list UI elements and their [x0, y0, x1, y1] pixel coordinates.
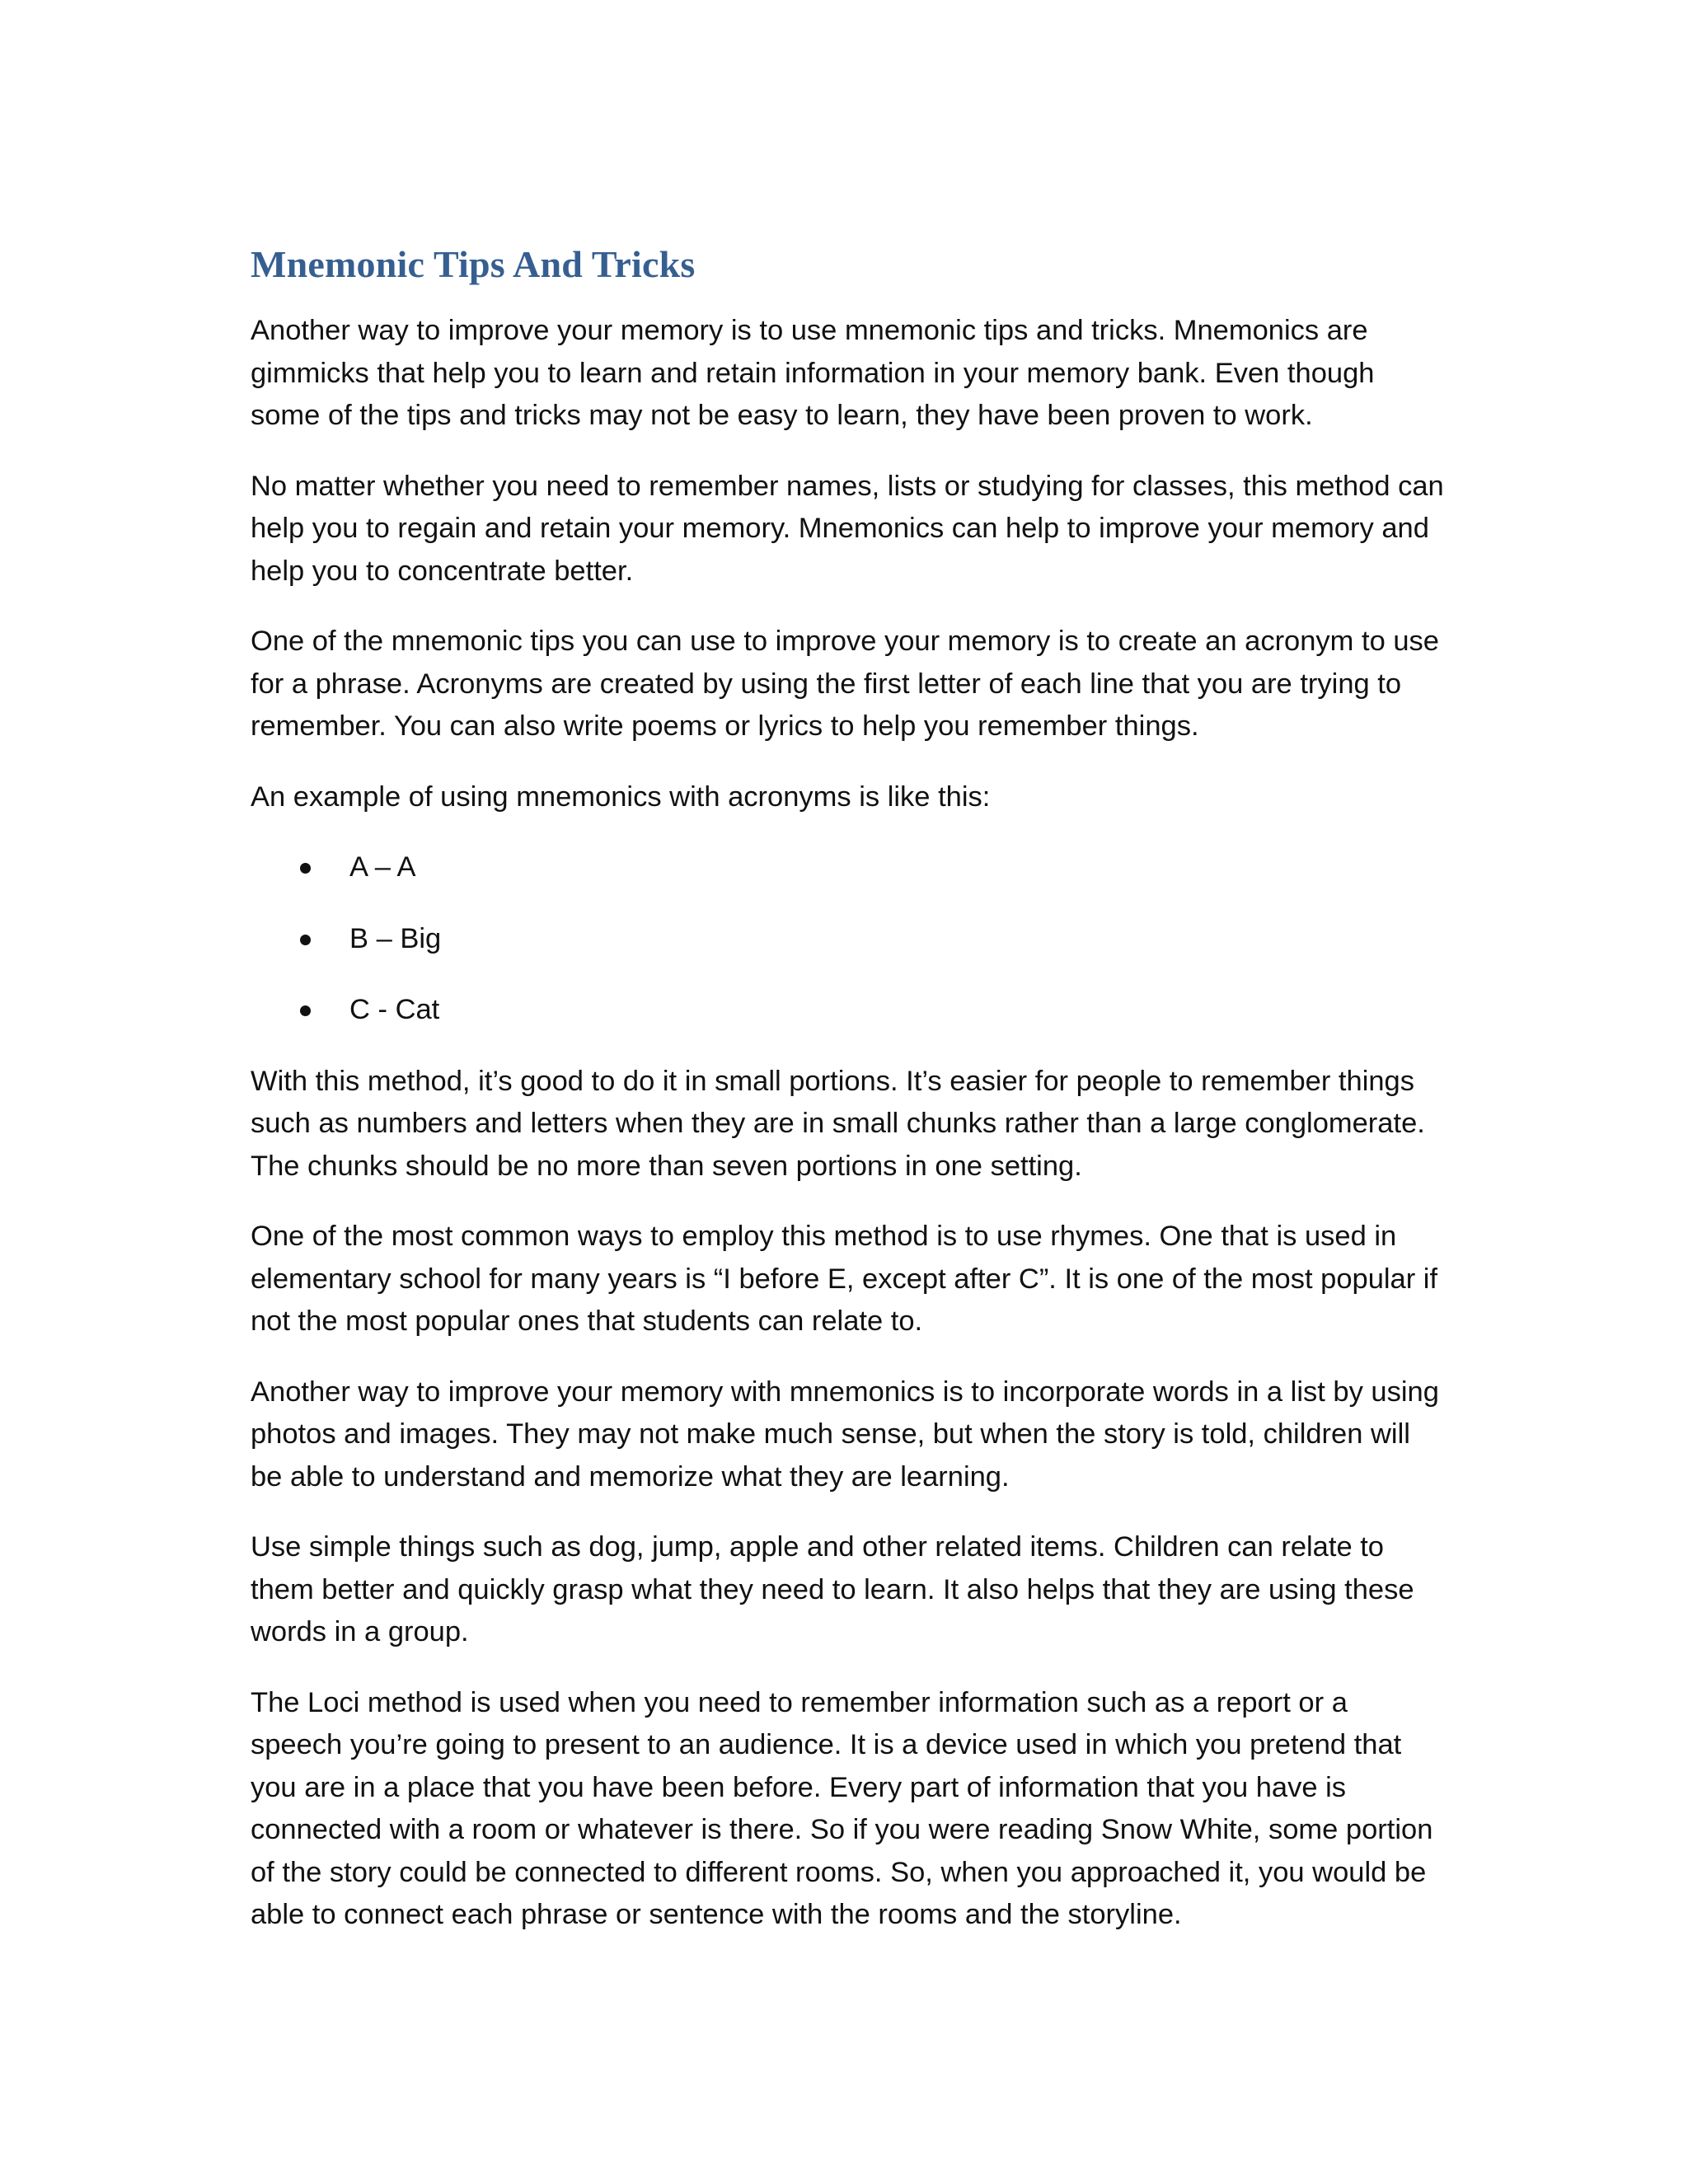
paragraph: Use simple things such as dog, jump, apple and other related items. Children can relate to them better and quickly grasp what they need to learn. It also helps that they are using these words in a group.: [251, 1531, 1414, 1647]
paragraph: Another way to improve your memory is to use mnemonic tips and tricks. Mnemonics are gimmicks that help you to learn and retain information in your memory bank. Even though some of the tips and tricks may not be easy to learn, they have been proven to work.: [251, 315, 1375, 431]
bullet-icon: [300, 863, 311, 874]
paragraph: Another way to improve your memory with mnemonics is to incorporate words in a list by using photos and images. They may not make much sense, but when the story is told, children will be able to understand and memorize what they are learning.: [251, 1376, 1439, 1493]
list-item-text: A – A: [349, 851, 416, 883]
list-item: [251, 989, 1446, 1032]
paragraph: An example of using mnemonics with acronyms is like this:: [251, 780, 991, 813]
list-item-text: B – Big: [349, 922, 442, 954]
paragraph: One of the most common ways to employ this method is to use rhymes. One that is used in elementary school for many years is “I before E, except after C”. It is one of the most popular if not the most popular ones that students can relate to.: [251, 1221, 1438, 1337]
list-item: [251, 846, 1446, 889]
list-item: [251, 918, 1446, 961]
paragraph: The Loci method is used when you need to remember information such as a report or a speech you’re going to present to an audience. It is a device used in which you pretend that you are in a place that you have been before. Every part of information that you have is connected with a room or whatever is there. So if you were reading Snow White, some portion of the story could be connected to different rooms. So, when you approached it, you would be able to connect each phrase or sentence with the rooms and the storyline.: [251, 1686, 1433, 1930]
paragraph: One of the mnemonic tips you can use to improve your memory is to create an acronym to use for a phrase. Acronyms are created by using the first letter of each line that you are trying to remember. You can also write poems or lyrics to help you remember things.: [251, 626, 1439, 742]
document-body: [251, 239, 1446, 1965]
bullet-icon: [300, 1005, 311, 1016]
acronym-example-list: [251, 846, 1446, 1032]
paragraph: With this method, it’s good to do it in small portions. It’s easier for people to remember things such as numbers and letters when they are in small chunks rather than a large conglomerate. The chunks should be no more than seven portions in one setting.: [251, 1065, 1425, 1182]
document-title: Mnemonic Tips And Tricks: [251, 243, 696, 285]
bullet-icon: [300, 935, 311, 945]
paragraph: No matter whether you need to remember names, lists or studying for classes, this method can help you to regain and retain your memory. Mnemonics can help to improve your memory and help you to concentrate better.: [251, 470, 1444, 587]
list-item-text: C - Cat: [349, 994, 440, 1025]
